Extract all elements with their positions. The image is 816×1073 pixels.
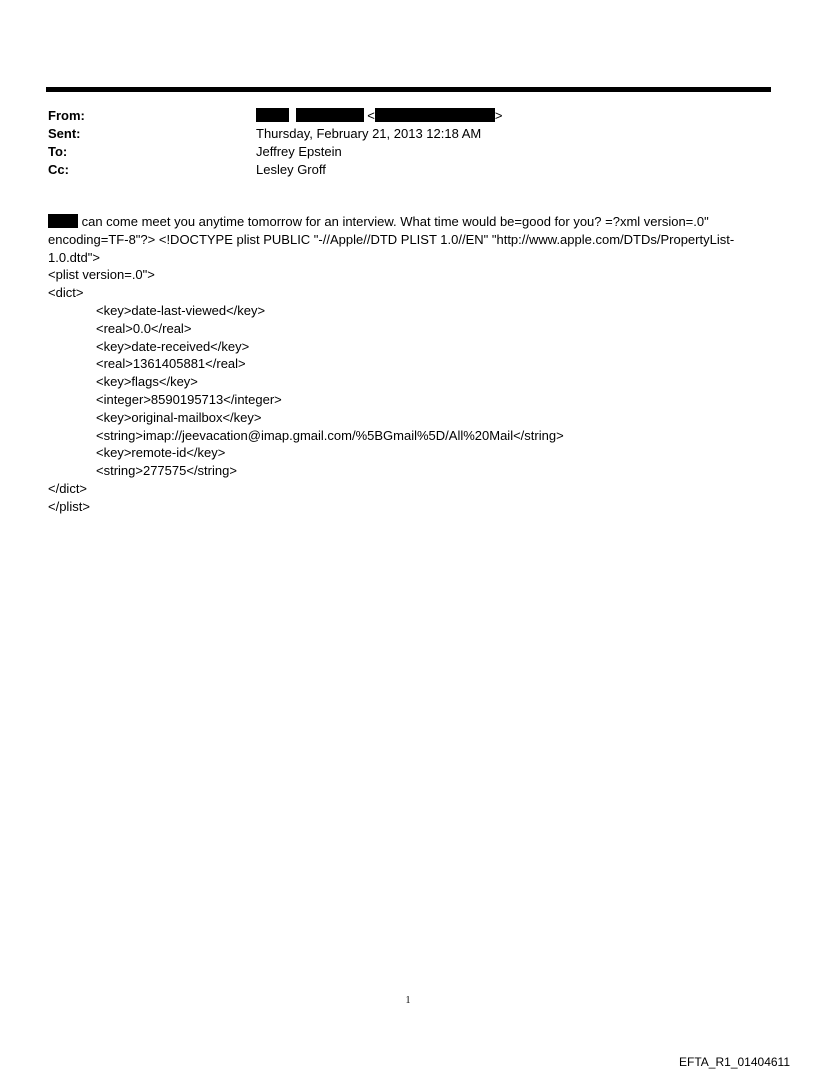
cc-value: Lesley Groff bbox=[256, 162, 326, 177]
email-header bbox=[48, 107, 748, 179]
redaction-block bbox=[48, 214, 78, 228]
document-id: EFTA_R1_01404611 bbox=[679, 1055, 790, 1069]
cc-label: Cc: bbox=[48, 162, 69, 177]
email-body bbox=[48, 213, 768, 516]
body-line: <dict> bbox=[48, 285, 84, 301]
body-line: 1.0.dtd"> bbox=[48, 249, 100, 265]
from-lt: < bbox=[367, 108, 375, 123]
redaction-block bbox=[256, 108, 289, 122]
to-value: Jeffrey Epstein bbox=[256, 144, 342, 159]
redaction-block bbox=[296, 108, 364, 122]
body-first-line bbox=[48, 213, 768, 231]
plist-line: <real>1361405881</real> bbox=[96, 356, 246, 372]
plist-line: <key>date-received</key> bbox=[96, 338, 250, 354]
body-line: </plist> bbox=[48, 498, 90, 514]
plist-line: <integer>8590195713</integer> bbox=[96, 391, 282, 407]
from-label: From: bbox=[48, 108, 85, 123]
sent-label: Sent: bbox=[48, 126, 81, 141]
body-first-line-text: can come meet you anytime tomorrow for an interview. What time would be=good for you? =?xml version=.0" bbox=[78, 214, 709, 229]
header-rule bbox=[46, 87, 771, 92]
body-line: <plist version=.0"> bbox=[48, 267, 155, 283]
from-value bbox=[256, 107, 502, 125]
plist-line: <real>0.0</real> bbox=[96, 320, 192, 336]
sent-value: Thursday, February 21, 2013 12:18 AM bbox=[256, 126, 482, 141]
to-label: To: bbox=[48, 144, 68, 159]
from-gt: > bbox=[494, 108, 503, 123]
from-row bbox=[48, 107, 748, 125]
to-row bbox=[48, 143, 748, 161]
plist-line: <string>imap://jeevacation@imap.gmail.com/%5BGmail%5D/All%20Mail</string> bbox=[96, 427, 564, 443]
page-number: 1 bbox=[405, 995, 411, 1006]
sent-row bbox=[48, 125, 748, 143]
plist-line: <key>date-last-viewed</key> bbox=[96, 302, 266, 318]
redaction-block bbox=[375, 108, 495, 122]
plist-line: <key>remote-id</key> bbox=[96, 445, 226, 461]
body-line: </dict> bbox=[48, 480, 88, 496]
plist-line: <string>277575</string> bbox=[96, 463, 237, 479]
plist-line: <key>original-mailbox</key> bbox=[96, 409, 262, 425]
cc-row bbox=[48, 161, 748, 179]
body-line: encoding=TF-8"?> <!DOCTYPE plist PUBLIC "-//Apple//DTD PLIST 1.0//EN" "http://www.apple.com/DTDs/PropertyList- bbox=[48, 231, 735, 247]
plist-line: <key>flags</key> bbox=[96, 374, 198, 390]
